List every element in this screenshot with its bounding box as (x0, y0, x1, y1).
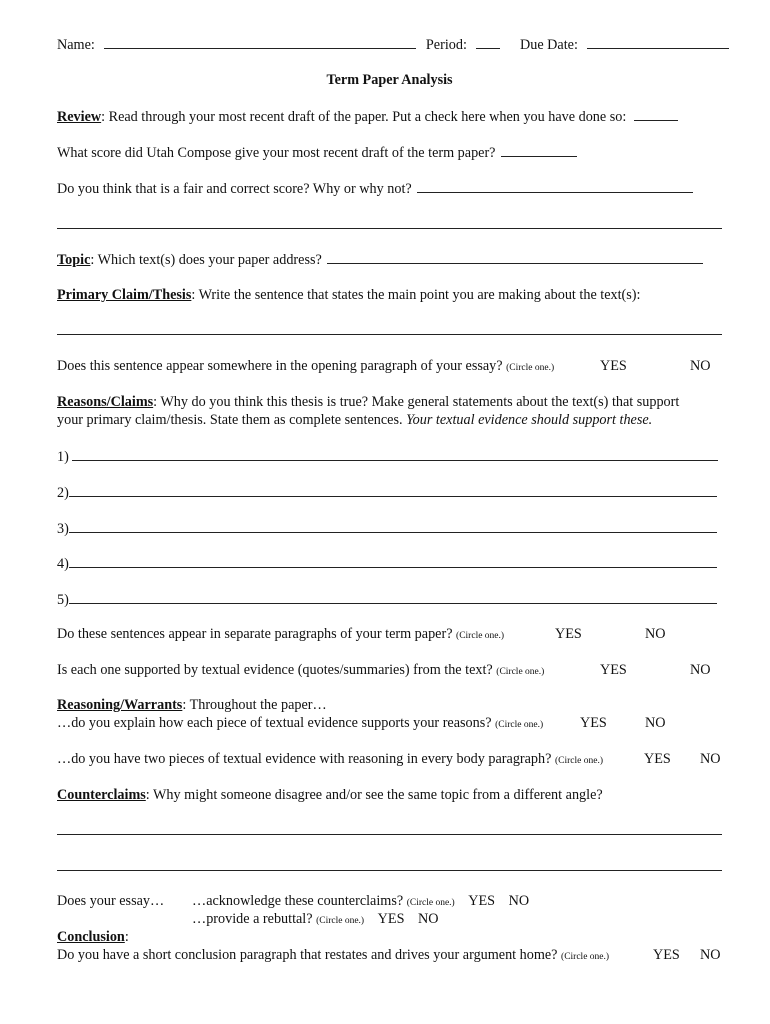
reasoning-q1-line (57, 715, 722, 734)
reason-item-4-number: 4) (57, 556, 69, 572)
reasoning-q1-yes-option[interactable]: YES (580, 715, 607, 731)
opening-no-option[interactable]: NO (690, 358, 711, 374)
reason-item-2-field[interactable] (69, 484, 717, 497)
reasoning-q2-no-option[interactable]: NO (700, 751, 721, 767)
reasons-text-2: your primary claim/thesis. State them as complete sentences. (57, 412, 407, 428)
separate-paragraphs-no-option[interactable]: NO (645, 626, 666, 642)
conclusion-text: Do you have a short conclusion paragraph that restates and drives your argument home? (57, 947, 558, 963)
counterclaims-answer-line-2[interactable] (57, 870, 722, 871)
does-essay-q2-text: …provide a rebuttal? (192, 911, 313, 927)
reasoning-line (57, 697, 722, 714)
opening-yes-option[interactable]: YES (600, 358, 627, 374)
does-essay-q2 (192, 911, 439, 930)
reasoning-q1-no-option[interactable]: NO (645, 715, 666, 731)
separate-paragraphs-line (57, 626, 722, 645)
reason-item-4 (57, 555, 722, 573)
review-check-field[interactable] (634, 108, 678, 121)
conclusion-question-line (57, 947, 722, 966)
review-line (57, 108, 722, 126)
opening-question-text: Does this sentence appear somewhere in the opening paragraph of your essay? (57, 358, 503, 374)
does-essay-q1-no-option[interactable]: NO (508, 893, 530, 909)
supported-evidence-text: Is each one supported by textual evidence (quotes/summaries) from the text? (57, 662, 493, 678)
does-essay-lead: Does your essay… (57, 893, 165, 909)
topic-text: : Which text(s) does your paper address? (90, 252, 322, 268)
reasons-heading: Reasons/Claims (57, 394, 154, 410)
reason-item-5 (57, 591, 722, 609)
reason-item-4-field[interactable] (69, 555, 717, 568)
primary-claim-answer-line[interactable] (57, 334, 722, 335)
name-field[interactable] (104, 36, 416, 49)
score-field[interactable] (501, 144, 577, 157)
reasons-line-2 (57, 412, 722, 429)
reasoning-heading: Reasoning/Warrants (57, 697, 183, 713)
does-essay-q1-text: …acknowledge these counterclaims? (192, 893, 404, 909)
reason-item-1 (57, 448, 722, 466)
reason-item-5-field[interactable] (69, 591, 717, 604)
reason-item-3-number: 3) (57, 521, 69, 537)
supported-evidence-circle-hint: (Circle one.) (496, 667, 545, 677)
does-essay-q2-no-option[interactable]: NO (418, 911, 439, 927)
topic-line (57, 251, 722, 269)
conclusion-no-option[interactable]: NO (700, 947, 721, 963)
reasoning-q2-text: …do you have two pieces of textual evidence with reasoning in every body paragraph? (57, 751, 552, 767)
does-essay-q2-circle-hint: (Circle one.) (316, 916, 365, 926)
reasoning-q2-circle-hint: (Circle one.) (554, 756, 603, 766)
reason-item-3 (57, 520, 722, 538)
does-essay-q1-yes-option[interactable]: YES (468, 893, 496, 909)
reason-item-2 (57, 484, 722, 502)
primary-claim-text: : Write the sentence that states the main point you are making about the text(s): (191, 287, 641, 303)
reason-item-1-number: 1) (57, 449, 69, 465)
conclusion-circle-hint: (Circle one.) (561, 952, 610, 962)
conclusion-heading: Conclusion (57, 929, 125, 945)
counterclaims-text: : Why might someone disagree and/or see the same topic from a different angle? (145, 787, 603, 803)
due-date-field[interactable] (587, 36, 729, 49)
score-question: What score did Utah Compose give your most recent draft of the term paper? (57, 145, 496, 161)
supported-evidence-yes-option[interactable]: YES (600, 662, 627, 678)
conclusion-heading-line (57, 929, 722, 946)
separate-paragraphs-yes-option[interactable]: YES (555, 626, 582, 642)
reasoning-q2-yes-option[interactable]: YES (644, 751, 671, 767)
conclusion-colon: : (124, 929, 129, 945)
reasoning-q1-circle-hint: (Circle one.) (495, 720, 544, 730)
reason-item-3-field[interactable] (69, 520, 717, 533)
does-essay-q2-yes-option[interactable]: YES (377, 911, 405, 927)
reasons-text-1: : Why do you think this thesis is true? Make general statements about the text(s) that support (153, 394, 680, 410)
does-essay-q1 (192, 893, 529, 912)
reasons-text-italic: Your textual evidence should support these. (406, 412, 653, 428)
review-text: : Read through your most recent draft of the paper. Put a check here when you have done so: (101, 109, 627, 125)
fair-line (57, 180, 722, 198)
review-heading: Review (57, 109, 102, 125)
header-line (57, 36, 722, 54)
reasoning-q2-line (57, 751, 722, 770)
supported-evidence-no-option[interactable]: NO (690, 662, 711, 678)
separate-paragraphs-circle-hint: (Circle one.) (456, 631, 505, 641)
fair-answer-line[interactable] (57, 228, 722, 229)
reasons-line-1 (57, 394, 722, 411)
name-label: Name: (57, 37, 95, 53)
score-line (57, 144, 722, 162)
reason-item-1-field[interactable] (72, 448, 718, 461)
topic-field[interactable] (327, 251, 703, 264)
reason-item-5-number: 5) (57, 592, 69, 608)
page-title: Term Paper Analysis (326, 72, 453, 88)
period-label: Period: (425, 37, 467, 53)
primary-claim-heading: Primary Claim/Thesis (57, 287, 192, 303)
does-essay-q1-circle-hint: (Circle one.) (406, 898, 455, 908)
reasoning-q1-text: …do you explain how each piece of textual evidence supports your reasons? (57, 715, 492, 731)
fair-question: Do you think that is a fair and correct score? Why or why not? (57, 181, 412, 197)
reason-item-2-number: 2) (57, 485, 69, 501)
topic-heading: Topic (57, 252, 91, 268)
counterclaims-line (57, 787, 722, 804)
period-field[interactable] (476, 36, 500, 49)
counterclaims-heading: Counterclaims (57, 787, 146, 803)
reasoning-text: : Throughout the paper… (182, 697, 327, 713)
conclusion-yes-option[interactable]: YES (653, 947, 680, 963)
counterclaims-answer-line-1[interactable] (57, 834, 722, 835)
primary-claim-line (57, 287, 722, 304)
due-date-label: Due Date: (520, 37, 578, 53)
opening-circle-hint: (Circle one.) (506, 363, 555, 373)
separate-paragraphs-text: Do these sentences appear in separate paragraphs of your term paper? (57, 626, 453, 642)
fair-field[interactable] (417, 180, 693, 193)
